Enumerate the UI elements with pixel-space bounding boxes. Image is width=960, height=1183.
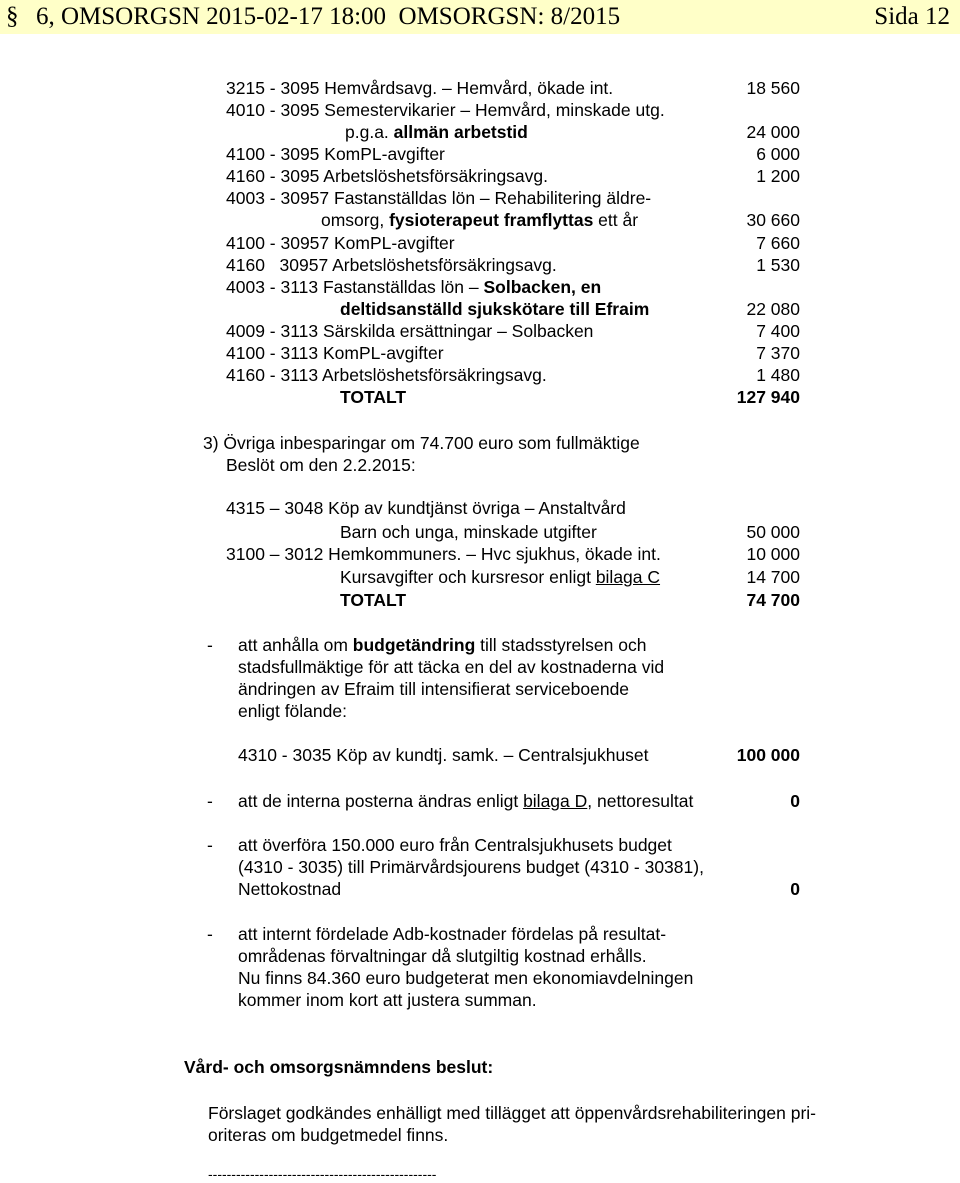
total-label: TOTALT xyxy=(340,387,407,407)
table-row: 4160 30957 Arbetslöshetsförsäkringsavg. xyxy=(226,255,557,275)
amount: 7 660 xyxy=(756,233,800,253)
amount: 1 480 xyxy=(756,365,800,385)
bullet-line: Nettokostnad xyxy=(238,879,342,899)
page-number: Sida 12 xyxy=(874,3,950,30)
table-row: 4009 - 3113 Särskilda ersättningar – Solbacken xyxy=(226,321,594,341)
table-row: p.g.a. allmän arbetstid xyxy=(345,122,528,142)
table-row: 4010 - 3095 Semestervikarier – Hemvård, minskade utg. xyxy=(226,100,665,120)
bilaga-c-link: bilaga C xyxy=(595,567,661,587)
bullet-dash: - xyxy=(207,791,213,811)
amount: 24 000 xyxy=(746,122,800,142)
section-3-line-1: 3) Övriga inbesparingar om 74.700 euro som fullmäktige xyxy=(203,433,640,453)
bullet-line: enligt fölande: xyxy=(238,701,347,721)
bullet-line: att de interna posterna ändras enligt bilaga D, nettoresultat xyxy=(238,791,694,811)
table-row: deltidsanställd sjukskötare till Efraim xyxy=(340,299,650,319)
amount: 6 000 xyxy=(756,144,800,164)
amount: 14 700 xyxy=(746,567,800,587)
total-amount: 74 700 xyxy=(746,590,800,610)
bullet-line: att anhålla om budgetändring till stadsstyrelsen och xyxy=(238,635,647,655)
amount: 1 530 xyxy=(756,255,800,275)
bullet-line: (4310 - 3035) till Primärvårdsjourens budget (4310 - 30381), xyxy=(238,857,704,877)
section-3-line-2: Beslöt om den 2.2.2015: xyxy=(226,455,416,475)
table-row: 4100 - 3113 KomPL-avgifter xyxy=(226,343,444,363)
bullet-line: att internt fördelade Adb-kostnader fördelas på resultat- xyxy=(238,924,667,944)
decision-text: Förslaget godkändes enhälligt med tillägget att öppenvårdsrehabiliteringen pri- xyxy=(208,1103,817,1123)
total-label: TOTALT xyxy=(340,590,407,610)
bullet-line: ändringen av Efraim till intensifierat serviceboende xyxy=(238,679,630,699)
net-cost-amount: 0 xyxy=(790,879,800,899)
page-header xyxy=(0,0,960,34)
amount: 22 080 xyxy=(746,299,800,319)
bullet-dash: - xyxy=(207,835,213,855)
table-row: 4100 - 3095 KomPL-avgifter xyxy=(226,144,445,164)
table-row: 3100 – 3012 Hemkommuners. – Hvc sjukhus, ökade int. xyxy=(226,544,661,564)
amount: 7 400 xyxy=(756,321,800,341)
amount: 7 370 xyxy=(756,343,800,363)
net-result-amount: 0 xyxy=(790,791,800,811)
table-row: omsorg, fysioterapeut framflyttas ett år xyxy=(321,210,639,230)
total-amount: 127 940 xyxy=(736,387,800,407)
amount: 30 660 xyxy=(746,210,800,230)
table-row: 4100 - 30957 KomPL-avgifter xyxy=(226,233,455,253)
separator-rule: ------------------------------------------------- xyxy=(208,1166,437,1182)
account-amount: 100 000 xyxy=(736,745,800,765)
bullet-line: att överföra 150.000 euro från Centralsjukhusets budget xyxy=(238,835,672,855)
bilaga-d-link: bilaga D xyxy=(523,791,588,811)
bullet-line: Nu finns 84.360 euro budgeterat men ekonomiavdelningen xyxy=(238,968,694,988)
table-row: 4003 - 30957 Fastanställdas lön – Rehabilitering äldre- xyxy=(226,188,652,208)
bullet-dash: - xyxy=(207,635,213,655)
section-symbol: § xyxy=(6,3,19,30)
decision-heading: Vård- och omsorgsnämndens beslut: xyxy=(184,1057,494,1077)
amount: 1 200 xyxy=(756,166,800,186)
bullet-line: kommer inom kort att justera summan. xyxy=(238,990,537,1010)
table-row: 4315 – 3048 Köp av kundtjänst övriga – Anstaltvård xyxy=(226,498,626,518)
bullet-dash: - xyxy=(207,924,213,944)
amount: 50 000 xyxy=(746,522,800,542)
bullet-line: stadsfullmäktige för att täcka en del av kostnaderna vid xyxy=(238,657,665,677)
amount: 10 000 xyxy=(746,544,800,564)
table-row: Kursavgifter och kursresor enligt bilaga C xyxy=(340,567,661,587)
bullet-line: områdenas förvaltningar då slutgiltig kostnad erhålls. xyxy=(238,946,647,966)
table-row: 3215 - 3095 Hemvårdsavg. – Hemvård, ökade int. xyxy=(226,78,614,98)
amount: 18 560 xyxy=(746,78,800,98)
decision-text: oriteras om budgetmedel finns. xyxy=(208,1125,449,1145)
table-row: 4160 - 3095 Arbetslöshetsförsäkringsavg. xyxy=(226,166,548,186)
header-title: 6, OMSORGSN 2015-02-17 18:00 OMSORGSN: 8/2015 xyxy=(36,3,621,30)
account-line: 4310 - 3035 Köp av kundtj. samk. – Centralsjukhuset xyxy=(238,745,649,765)
table-row: Barn och unga, minskade utgifter xyxy=(340,522,597,542)
table-row: 4003 - 3113 Fastanställdas lön – Solbacken, en xyxy=(226,277,602,297)
table-row: 4160 - 3113 Arbetslöshetsförsäkringsavg. xyxy=(226,365,547,385)
